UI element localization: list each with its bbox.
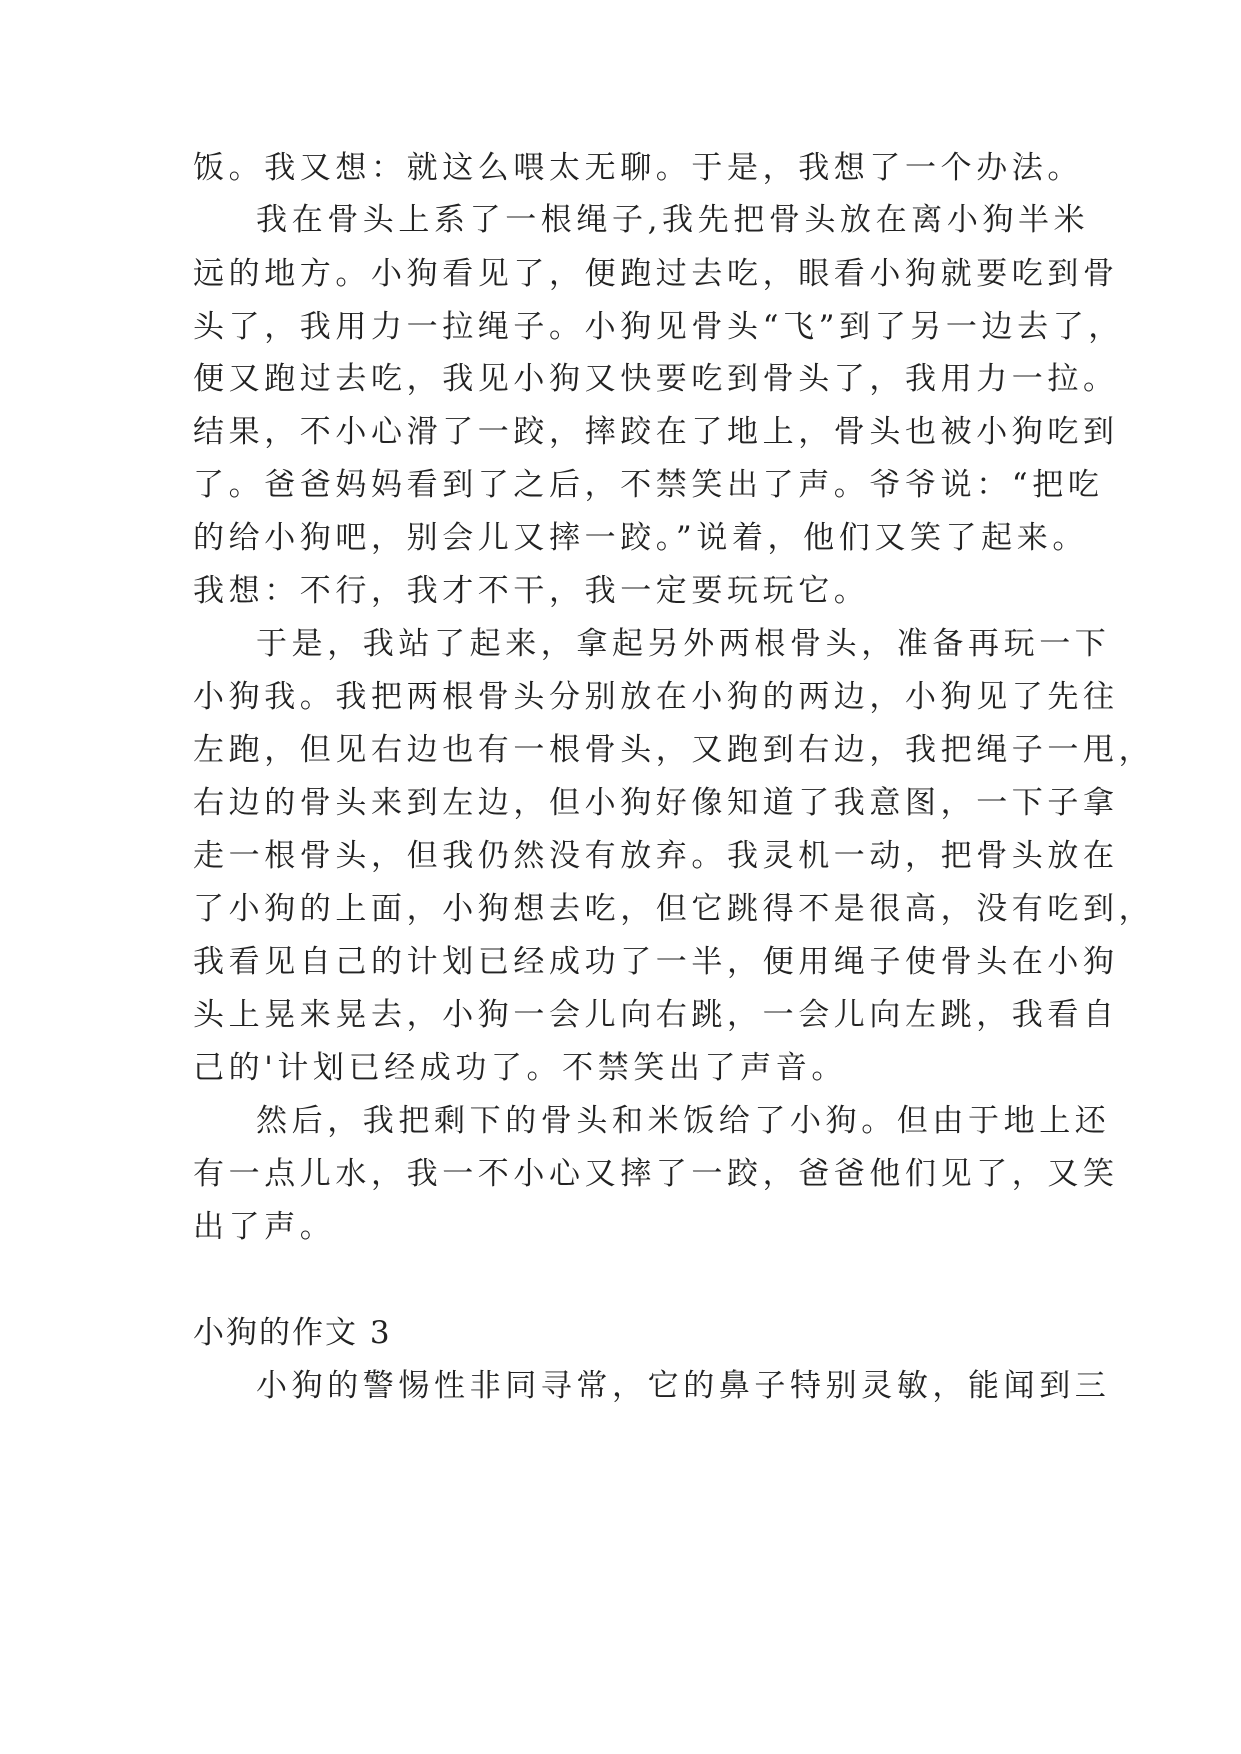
paragraph-first-line: 我在骨头上系了一根绳子,我先把骨头放在离小狗半米 xyxy=(256,202,1090,238)
text-line: 左跑，但见右边也有一根骨头，又跑到右边，我把绳子一甩， xyxy=(193,732,1155,768)
text-line: 小狗我。我把两根骨头分别放在小狗的两边，小狗见了先往 xyxy=(193,679,1119,715)
text-line: 己的'计划已经成功了。不禁笑出了声音。 xyxy=(193,1050,847,1086)
paragraph-first-line: 于是，我站了起来，拿起另外两根骨头，准备再玩一下 xyxy=(256,626,1111,662)
text-line: 有一点儿水，我一不小心又摔了一跤，爸爸他们见了，又笑 xyxy=(193,1156,1119,1192)
text-line: 右边的骨头来到左边，但小狗好像知道了我意图，一下子拿 xyxy=(193,785,1119,821)
text-line: 便又跑过去吃，我见小狗又快要吃到骨头了，我用力一拉。 xyxy=(193,361,1119,397)
text-line: 出了声。 xyxy=(193,1209,336,1245)
paragraph-first-line: 小狗的警惕性非同寻常，它的鼻子特别灵敏，能闻到三 xyxy=(256,1368,1111,1404)
text-line: 我看见自己的计划已经成功了一半，便用绳子使骨头在小狗 xyxy=(193,944,1119,980)
text-line: 头了，我用力一拉绳子。小狗见骨头“飞”到了另一边去了， xyxy=(193,309,1124,345)
text-line: 我想：不行，我才不干，我一定要玩玩它。 xyxy=(193,573,870,609)
text-line: 走一根骨头，但我仍然没有放弃。我灵机一动，把骨头放在 xyxy=(193,838,1119,874)
text-line: 了。爸爸妈妈看到了之后，不禁笑出了声。爷爷说：“把吃 xyxy=(193,467,1104,503)
text-line: 结果，不小心滑了一跤，摔跤在了地上，骨头也被小狗吃到 xyxy=(193,414,1119,450)
text-line: 饭。我又想：就这么喂太无聊。于是，我想了一个办法。 xyxy=(193,150,1083,186)
paragraph-first-line: 然后，我把剩下的骨头和米饭给了小狗。但由于地上还 xyxy=(256,1103,1111,1139)
section-heading: 小狗的作文 3 xyxy=(193,1315,392,1351)
text-line: 的给小狗吧，别会儿又摔一跤。”说着，他们又笑了起来。 xyxy=(193,520,1088,556)
text-line: 了小狗的上面，小狗想去吃，但它跳得不是很高，没有吃到， xyxy=(193,891,1155,927)
text-line: 头上晃来晃去，小狗一会儿向右跳，一会儿向左跳，我看自 xyxy=(193,997,1119,1033)
text-line: 远的地方。小狗看见了，便跑过去吃，眼看小狗就要吃到骨 xyxy=(193,256,1119,292)
